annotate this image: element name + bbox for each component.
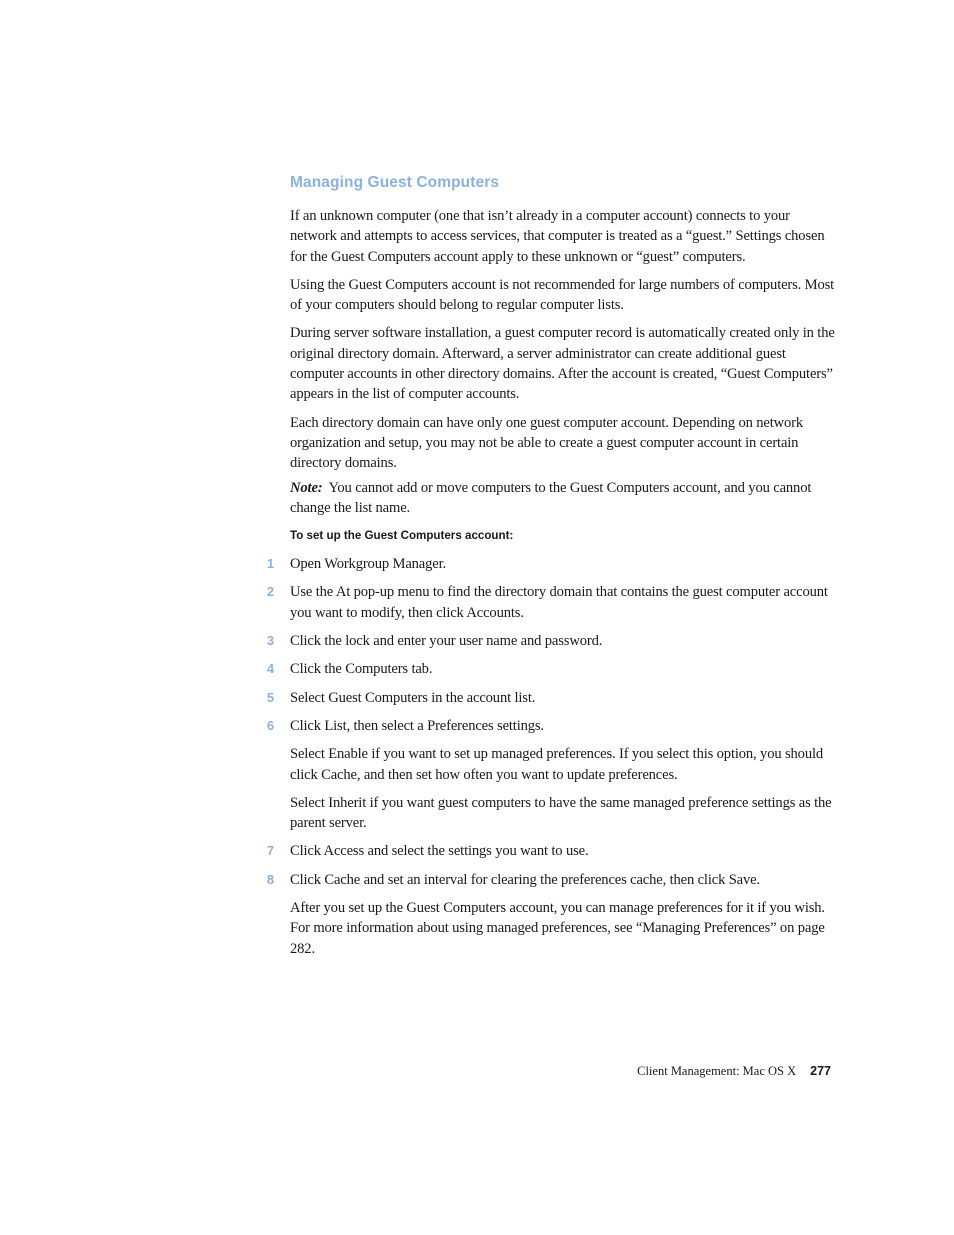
note <box>290 478 835 519</box>
step-text: Click Access and select the settings you want to use. <box>290 843 589 860</box>
note-label: Note: <box>290 479 323 496</box>
step-8 <box>266 870 835 890</box>
footer-chapter: Client Management: Mac OS X <box>637 1064 797 1078</box>
step-number: 5 <box>266 689 274 705</box>
step-number: 2 <box>266 584 274 600</box>
step-detail: Select Inherit if you want guest computers to have the same managed preference settings as the parent server. <box>290 794 832 832</box>
step-text: Click List, then select a Preferences settings. <box>290 717 544 734</box>
step-2 <box>266 582 835 623</box>
step-number: 3 <box>266 633 274 649</box>
step-5 <box>266 688 835 708</box>
step-number: 8 <box>266 871 274 887</box>
closing-paragraph: After you set up the Guest Computers account, you can manage preferences for it if you wish. For more information about using managed preferences, see “Managing Preferences” on page 282. <box>290 900 825 957</box>
step-number: 7 <box>266 843 274 859</box>
step-text: Click the Computers tab. <box>290 661 433 678</box>
page-number: 277 <box>810 1064 831 1078</box>
step-3 <box>266 631 835 651</box>
step-text: Click the lock and enter your user name and password. <box>290 633 603 650</box>
section-heading: Managing Guest Computers <box>290 174 500 191</box>
step-7 <box>266 841 835 861</box>
step-1 <box>266 554 835 574</box>
note-text: You cannot add or move computers to the Guest Computers account, and you cannot change the list name. <box>290 479 812 516</box>
step-number: 1 <box>266 556 274 572</box>
paragraph: Each directory domain can have only one guest computer account. Depending on network organization and setup, you may not be able to create a guest computer account in certain directory domains. <box>290 414 804 472</box>
step-number: 6 <box>266 717 274 733</box>
step-detail: Select Enable if you want to set up managed preferences. If you select this option, you should click Cache, and then set how often you want to update preferences. <box>290 746 824 783</box>
step-6 <box>266 716 835 736</box>
page-footer <box>637 1062 831 1080</box>
step-text: Open Workgroup Manager. <box>290 556 447 573</box>
step-text: Select Guest Computers in the account list. <box>290 689 536 706</box>
step-text: Click Cache and set an interval for clearing the preferences cache, then click Save. <box>290 871 760 888</box>
task-heading: To set up the Guest Computers account: <box>290 529 514 543</box>
paragraph: Using the Guest Computers account is not recommended for large numbers of computers. Most of your computers should belong to regular computer lists. <box>290 276 835 314</box>
paragraph: If an unknown computer (one that isn’t already in a computer account) connects to your network and attempts to access services, that computer is treated as a “guest.” Settings chosen for the Guest Computers account apply to these unknown or “guest” computers. <box>290 208 825 265</box>
paragraph: During server software installation, a guest computer record is automatically created only in the original directory domain. Afterward, a server administrator can create additional guest computer accounts in other directory domains. After the account is created, “Guest Computers” appears in the list of computer accounts. <box>290 325 835 403</box>
step-text: Use the At pop-up menu to find the directory domain that contains the guest computer account you want to modify, then click Accounts. <box>290 584 828 621</box>
step-number: 4 <box>266 661 274 677</box>
step-4 <box>266 659 835 679</box>
page-content <box>266 172 835 967</box>
